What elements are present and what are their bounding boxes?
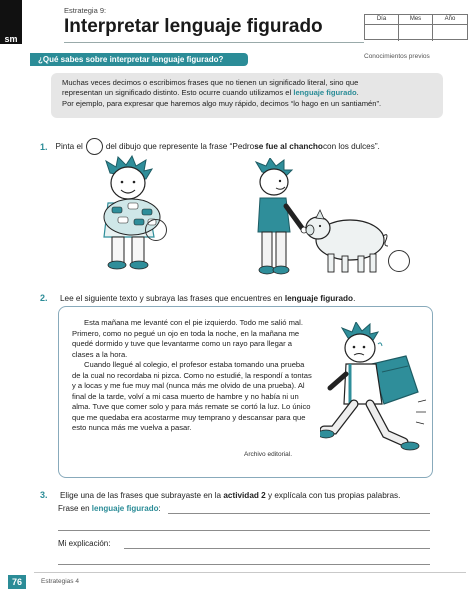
publisher-logo: sm — [0, 0, 22, 44]
footer-text: Estrategias 4 — [41, 578, 79, 585]
page-number: 76 — [8, 575, 26, 589]
running-boy-illustration — [320, 322, 428, 472]
circle-icon — [86, 138, 103, 155]
question-3-number: 3. — [40, 490, 48, 500]
reading-paragraph-1[interactable]: Esta mañana me levanté con el pie izquierdo. Todo me salió mal. Primero, como no pegué un ojo en toda la noche, en la mañana me quedé dormido y tuve que levantarme como un rayo para llegar a clases a la hora. — [72, 318, 303, 359]
intro-line-2: representan un significado distinto. Esto ocurre cuando utilizamos el lenguaje figurado. — [62, 88, 359, 98]
source-credit: Archivo editorial. — [244, 451, 293, 458]
explanation-label: Mi explicación: — [58, 539, 111, 548]
header-divider — [64, 42, 364, 43]
intro-line-3: Por ejemplo, para expresar que haremos algo muy rápido, decimos “lo hago en un santiamén”. — [62, 98, 382, 108]
boy-with-candy-illustration — [88, 155, 183, 270]
explanation-line-2[interactable] — [58, 564, 430, 565]
date-year-field[interactable] — [433, 25, 467, 41]
intro-box — [51, 73, 443, 118]
date-month-header: Mes — [399, 15, 433, 25]
date-day-field[interactable] — [365, 25, 399, 41]
question-2-highlight: lenguaje figurado — [284, 294, 354, 303]
question-2: 2. Lee el siguiente texto y subraya las frases que encuentres en lenguaje figurado. — [40, 293, 356, 303]
explanation-line-1[interactable] — [124, 548, 430, 549]
answer-circle-option-1[interactable] — [145, 219, 167, 241]
reading-paragraph-2[interactable]: Cuando llegué al colegio, el profesor estaba tomando una prueba de la cual no recordaba ni pizca. Como no estudié, la respondí a tontas y a locas y me fue muy mal (nunca más me olvido de una prueba). Al final de la tarde, volví a mi casa muerto de hambre y no había ni un alma. Tuve que comer solo y para más remate se cortó la luz. Lo único que me quedaba era acostarme muy temprano y descansar para que esto nunca más me vuelva a pasar. — [72, 360, 312, 432]
strategy-label: Estrategia 9: — [64, 6, 107, 15]
page-title: Interpretar lenguaje figurado — [64, 16, 323, 37]
date-day-header: Día — [365, 15, 399, 25]
phrase-answer-line-1[interactable] — [168, 513, 430, 514]
question-3: 3. Elige una de las frases que subrayaste en la actividad 2 y explícala con tus propias palabras. — [40, 490, 401, 500]
prior-knowledge-label: Conocimientos previos — [364, 53, 430, 60]
question-2-number: 2. — [40, 293, 48, 303]
question-1-highlight: se fue al chancho — [254, 142, 323, 151]
date-month-field[interactable] — [399, 25, 433, 41]
section-banner: ¿Qué sabes sobre interpretar lenguaje figurado? — [30, 53, 248, 66]
boy-feeding-pig-illustration — [232, 158, 390, 280]
reading-text[interactable] — [72, 318, 312, 434]
question-1-number: 1. — [40, 141, 48, 152]
date-year-header: Año — [433, 15, 467, 25]
intro-line-1: Muchas veces decimos o escribimos frases que no tienen un significado literal, sino que — [62, 78, 359, 87]
question-1: 1. Pinta el del dibujo que represente la frase “Pedro se fue al chancho con los dulces”. — [40, 138, 380, 155]
phrase-label: Frase en lenguaje figurado: — [58, 504, 161, 513]
footer-divider — [34, 572, 466, 573]
date-table — [364, 14, 468, 40]
intro-highlight: lenguaje figurado — [293, 88, 357, 98]
answer-circle-option-2[interactable] — [388, 250, 410, 272]
phrase-answer-line-2[interactable] — [58, 530, 430, 531]
